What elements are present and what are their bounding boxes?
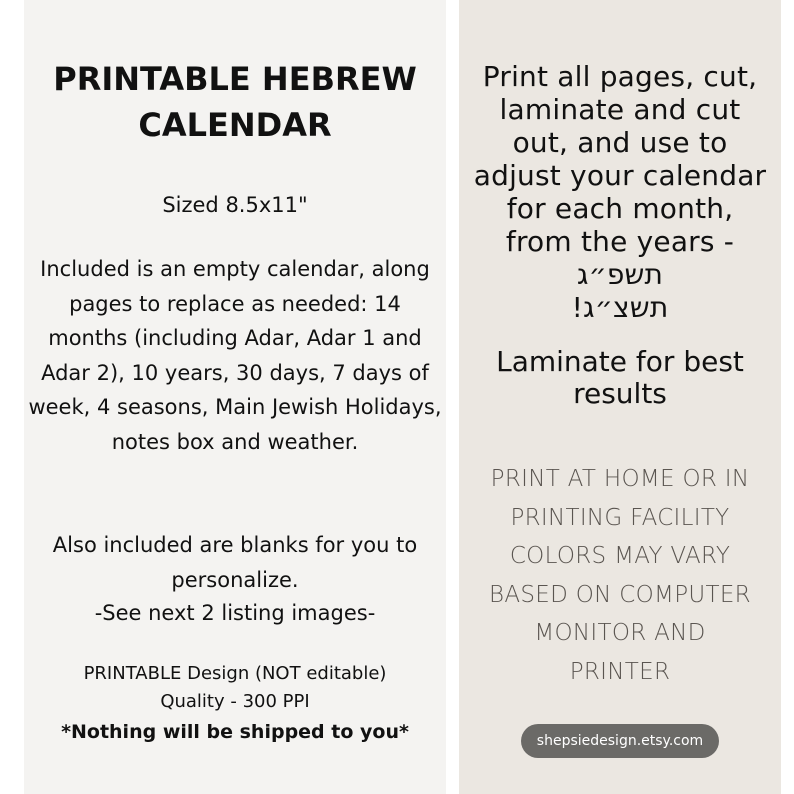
blanks-note: Also included are blanks for you to personalize. bbox=[52, 533, 418, 592]
shipping-note: *Nothing will be shipped to you* bbox=[61, 721, 409, 743]
product-title: PRINTABLE HEBREW CALENDAR bbox=[53, 60, 417, 144]
see-next-note: -See next 2 listing images- bbox=[94, 601, 376, 625]
left-panel bbox=[24, 0, 446, 794]
printable-design-note: PRINTABLE Design (NOT editable) bbox=[83, 663, 387, 684]
right-panel bbox=[459, 0, 781, 794]
laminate-note: Laminate for best results bbox=[496, 345, 744, 410]
disclaimer-line: PRINTING FACILITY bbox=[510, 504, 730, 531]
quality-note: Quality - 300 PPI bbox=[160, 691, 310, 712]
disclaimer-line: PRINT AT HOME OR IN bbox=[490, 466, 750, 492]
contents-description: Included is an empty calendar, along pages to replace as needed: 14 months (including Adar, Adar 1 and Adar 2), 10 years, 30 days, 7 days of week, 4 seasons, Main Jewish Holidays, notes box and weather. bbox=[28, 257, 442, 454]
disclaimer-line: MONITOR AND bbox=[534, 620, 706, 646]
instructions-text bbox=[459, 60, 781, 324]
shop-link-button[interactable]: shepsiedesign.etsy.com bbox=[521, 724, 719, 758]
disclaimer-line: BASED ON COMPUTER bbox=[489, 581, 751, 608]
print-disclaimer bbox=[459, 460, 781, 691]
size-text: Sized 8.5x11" bbox=[162, 193, 308, 217]
disclaimer-line: PRINTER bbox=[569, 658, 671, 685]
instructions-end: תשצ״ג! bbox=[571, 291, 669, 324]
disclaimer-line: COLORS MAY VARY bbox=[509, 543, 731, 569]
instructions-main: Print all pages, cut, laminate and cut out, and use to adjust your calendar for each month, from the years - תשפ״ג bbox=[473, 60, 767, 291]
